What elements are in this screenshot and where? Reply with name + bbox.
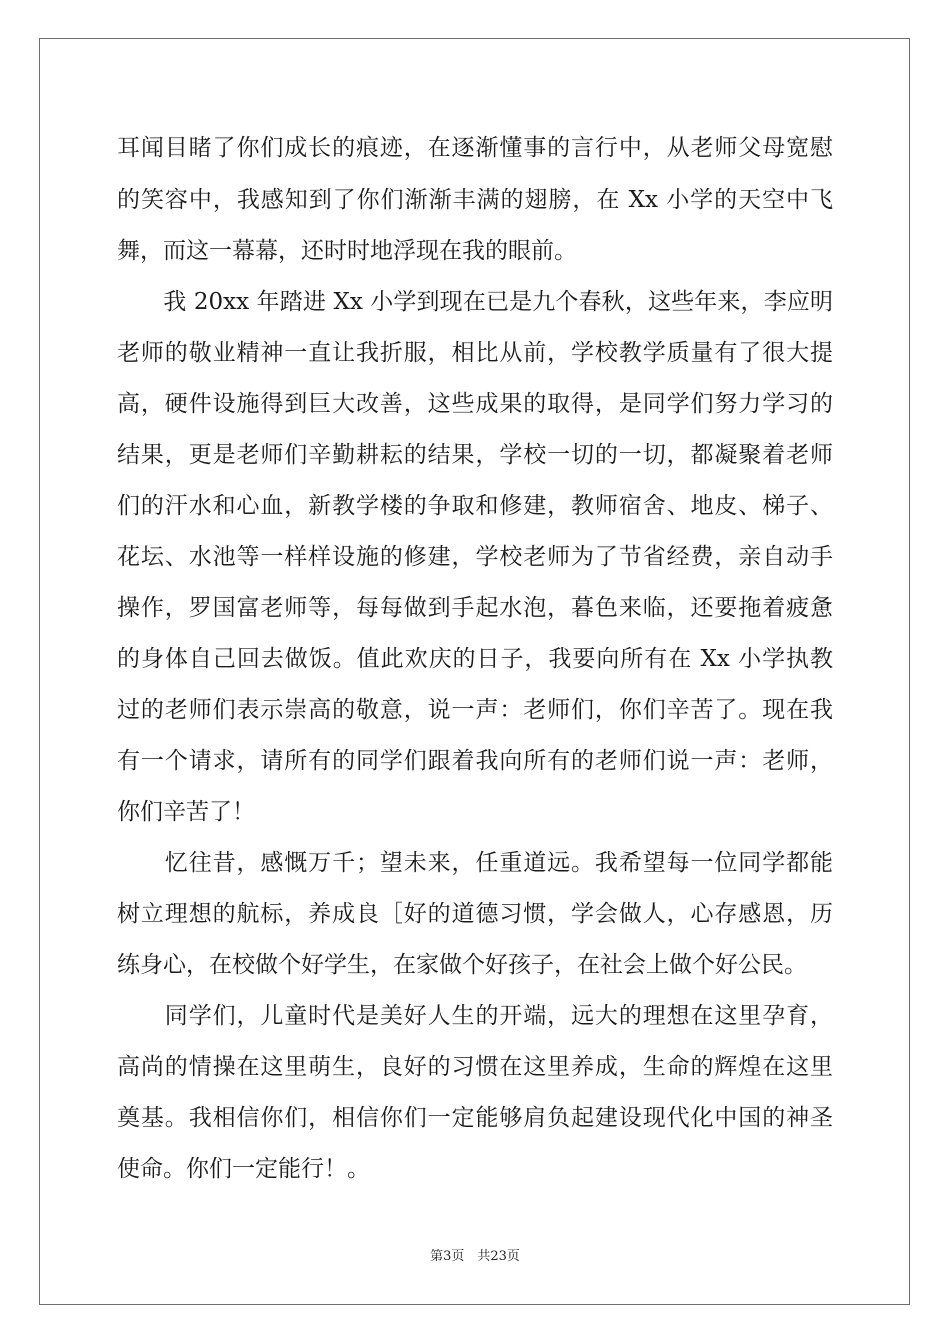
text-line: 树立理想的航标，养成良［好的道德习惯，学会做人，心存感恩，历: [117, 901, 833, 927]
text-line: 耳闻目睹了你们成长的痕迹，在逐渐懂事的言行中，从老师父母宽慰: [117, 135, 833, 161]
text-line: 同学们，儿童时代是美好人生的开端，远大的理想在这里孕育，: [117, 1003, 833, 1029]
text-line: 忆往昔，感慨万千；望未来，任重道远。我希望每一位同学都能: [117, 850, 833, 876]
text-line: 练身心，在校做个好学生，在家做个好孩子，在社会上做个好公民。: [117, 952, 807, 978]
text-line: 的笑容中，我感知到了你们渐渐丰满的翅膀，在 Xx 小学的天空中飞: [117, 187, 833, 213]
text-line: 过的老师们表示崇高的敬意，说一声：老师们，你们辛苦了。现在我: [117, 697, 833, 723]
text-line: 有一个请求，请所有的同学们跟着我向所有的老师们说一声：老师，: [117, 748, 833, 774]
text-line: 的身体自己回去做饭。值此欢庆的日子，我要向所有在 Xx 小学执教: [117, 646, 833, 672]
text-line: 老师的敬业精神一直让我折服，相比从前，学校教学质量有了很大提: [117, 340, 833, 366]
text-line: 操作，罗国富老师等，每每做到手起水泡，暮色来临，还要拖着疲惫: [117, 595, 833, 621]
text-line: 我 20xx 年踏进 Xx 小学到现在已是九个春秋，这些年来，李应明: [117, 289, 833, 315]
text-line: 们的汗水和心血，新教学楼的争取和修建，教师宿舍、地皮、梯子、: [117, 493, 833, 519]
text-line: 花坛、水池等一样样设施的修建，学校老师为了节省经费，亲自动手: [117, 544, 833, 570]
text-line: 高尚的情操在这里萌生，良好的习惯在这里养成，生命的辉煌在这里: [117, 1054, 833, 1080]
text-line: 使命。你们一定能行！。: [117, 1156, 370, 1182]
text-line: 舞，而这一幕幕，还时时地浮现在我的眼前。: [117, 238, 577, 264]
text-line: 结果，更是老师们辛勤耕耘的结果，学校一切的一切，都凝聚着老师: [117, 442, 833, 468]
text-line: 你们辛苦了！: [117, 799, 255, 825]
page-number-footer: 第3页 共23页: [430, 1249, 520, 1264]
text-line: 奠基。我相信你们，相信你们一定能够肩负起建设现代化中国的神圣: [117, 1105, 833, 1131]
text-line: 高，硬件设施得到巨大改善，这些成果的取得，是同学们努力学习的: [117, 391, 833, 417]
